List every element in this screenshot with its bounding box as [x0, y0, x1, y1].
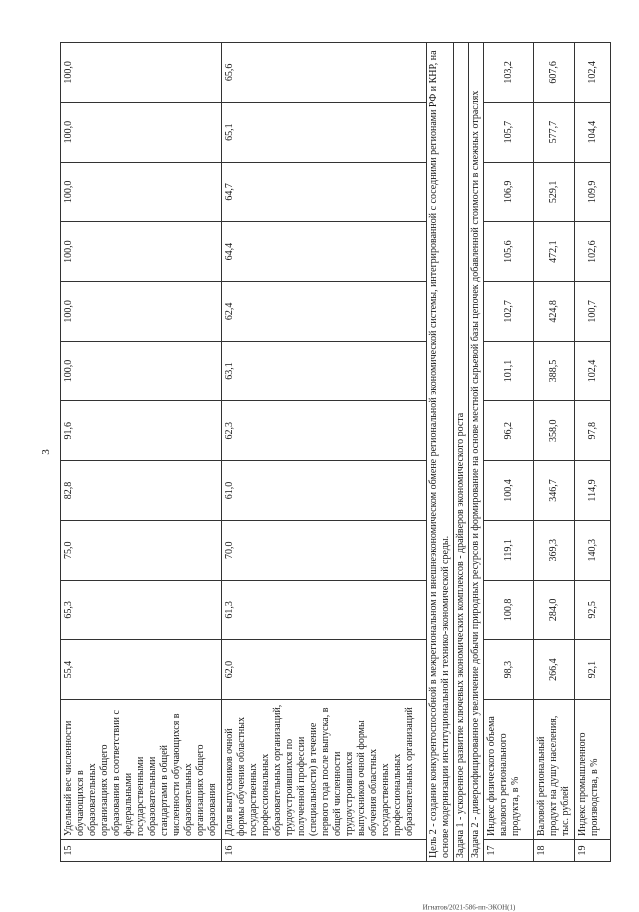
value-cell: 65,3	[61, 580, 222, 640]
value-cell: 266,4	[534, 640, 575, 700]
row-number: 15	[61, 840, 222, 862]
value-cell: 55,4	[61, 640, 222, 700]
value-cell: 472,1	[534, 222, 575, 282]
value-cell: 358,0	[534, 401, 575, 461]
value-cell: 91,6	[61, 401, 222, 461]
value-cell: 140,3	[575, 520, 611, 580]
value-cell: 97,8	[575, 401, 611, 461]
value-cell: 100,0	[61, 222, 222, 282]
value-cell: 100,4	[484, 461, 534, 521]
value-cell: 61,3	[222, 580, 427, 640]
value-cell: 346,7	[534, 461, 575, 521]
value-cell: 65,1	[222, 102, 427, 162]
rotated-content	[40, 22, 600, 912]
task-row	[454, 43, 469, 862]
row-number: 19	[575, 840, 611, 862]
value-cell: 92,5	[575, 580, 611, 640]
value-cell: 369,3	[534, 520, 575, 580]
value-cell: 100,0	[61, 341, 222, 401]
indicator-name: Индекс промышленного производства, в %	[575, 700, 611, 840]
value-cell: 105,7	[484, 102, 534, 162]
value-cell: 64,7	[222, 162, 427, 222]
value-cell: 65,6	[222, 43, 427, 103]
value-cell: 100,0	[61, 102, 222, 162]
value-cell: 102,7	[484, 281, 534, 341]
table-row	[575, 43, 611, 862]
value-cell: 577,7	[534, 102, 575, 162]
value-cell: 103,2	[484, 43, 534, 103]
indicator-name: Удельный вес численности обучающихся в образовательных организациях общего образования в соответствии с федеральными государственными образовательными стандартами в общей численности обучающихся в образовательных организациях общего образования	[61, 700, 222, 840]
table-row	[484, 43, 534, 862]
value-cell: 109,9	[575, 162, 611, 222]
value-cell: 82,8	[61, 461, 222, 521]
value-cell: 102,6	[575, 222, 611, 282]
value-cell: 96,2	[484, 401, 534, 461]
value-cell: 100,0	[61, 43, 222, 103]
page-number: 3	[40, 449, 52, 455]
value-cell: 388,5	[534, 341, 575, 401]
value-cell: 100,7	[575, 281, 611, 341]
task-2-text: Задача 2 - диверсифицированное увеличение добычи природных ресурсов и формирование на основе местной сырьевой базы цепочек добавленной стоимости в смежных отраслях	[469, 43, 484, 862]
goal-text: Цель 2 - создание конкурентоспособной в межрегиональном и внешнеэкономическом обмене региональной экономической системы, интегрированной с соседними регионами РФ и КНР, на основе модернизации институциональной и технико-экономической среды.	[427, 43, 454, 862]
indicator-name: Доля выпускников очной формы обучения областных государственных профессиональных образовательных организаций, трудоустроившихся по полученной профессии (специальности) в течение первого года после выпуска, в общей численности трудоустроившихся выпускников очной формы обучения областных государственных профессиональных образовательных организаций	[222, 700, 427, 840]
value-cell: 98,3	[484, 640, 534, 700]
value-cell: 64,4	[222, 222, 427, 282]
value-cell: 119,1	[484, 520, 534, 580]
value-cell: 100,0	[61, 281, 222, 341]
table-row	[61, 43, 222, 862]
value-cell: 100,8	[484, 580, 534, 640]
value-cell: 529,1	[534, 162, 575, 222]
value-cell: 62,0	[222, 640, 427, 700]
value-cell: 102,4	[575, 43, 611, 103]
row-number: 17	[484, 840, 534, 862]
value-cell: 70,0	[222, 520, 427, 580]
task-1-text: Задача 1 - ускоренное развитие ключевых экономических комплексов - драйверов экономического роста	[454, 43, 469, 862]
value-cell: 607,6	[534, 43, 575, 103]
value-cell: 102,4	[575, 341, 611, 401]
indicator-name: Валовой региональный продукт на душу населения, тыс. рублей	[534, 700, 575, 840]
value-cell: 92,1	[575, 640, 611, 700]
value-cell: 114,9	[575, 461, 611, 521]
value-cell: 62,4	[222, 281, 427, 341]
value-cell: 63,1	[222, 341, 427, 401]
value-cell: 101,1	[484, 341, 534, 401]
goal-row	[427, 43, 454, 862]
row-number: 18	[534, 840, 575, 862]
value-cell: 284,0	[534, 580, 575, 640]
document-id: Игнатов/2021-586-пп-ЭКОН(1)	[422, 903, 516, 912]
row-number: 16	[222, 840, 427, 862]
table-row	[222, 43, 427, 862]
value-cell: 105,6	[484, 222, 534, 282]
value-cell: 106,9	[484, 162, 534, 222]
indicators-table	[60, 42, 611, 862]
value-cell: 62,3	[222, 401, 427, 461]
value-cell: 61,0	[222, 461, 427, 521]
task-row	[469, 43, 484, 862]
indicator-name: Индекс физического объема валового регионального продукта, в %	[484, 700, 534, 840]
value-cell: 104,4	[575, 102, 611, 162]
value-cell: 100,0	[61, 162, 222, 222]
value-cell: 424,8	[534, 281, 575, 341]
table-row	[534, 43, 575, 862]
value-cell: 75,0	[61, 520, 222, 580]
